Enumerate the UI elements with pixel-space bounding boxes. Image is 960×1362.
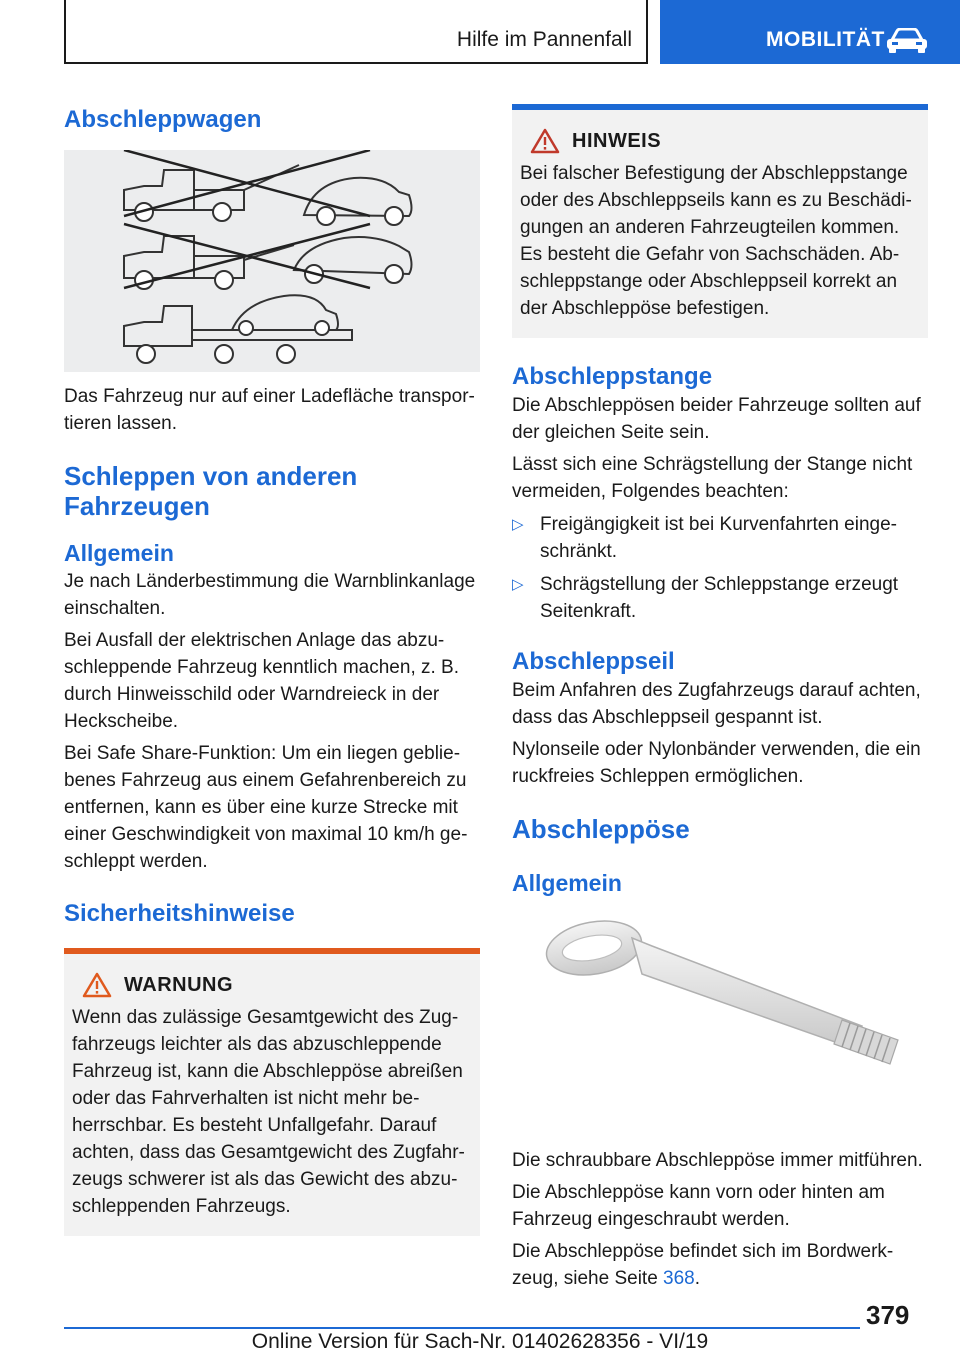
tow-truck-illustration: [64, 150, 480, 372]
tow-rope-paragraph-2: Nylonseile oder Nylonbänder verwenden, die ein ruckfreies Schleppen ermöglichen.: [512, 739, 921, 787]
page-number: 379: [866, 1300, 910, 1330]
tow-eye-drawing: [512, 908, 928, 1138]
general-paragraph-2: Bei Ausfall der elektrischen Anlage das abzu-schleppende Fahrzeug kenntlich machen, z. B. durch Hinweisschild oder Warndreieck in der Heckscheibe.: [64, 630, 460, 732]
general-paragraph-1: Je nach Länderbestimmung die Warnblinkanlage einschalten.: [64, 571, 476, 619]
footer-version-text: Online Version für Sach-Nr. 01402628356 - VI/19: [251, 1330, 709, 1353]
list-item-text: Freigängigkeit ist bei Kurvenfahrten einge-schränkt.: [540, 514, 897, 562]
left-column: [64, 100, 480, 1236]
notice-triangle-icon: [530, 128, 560, 154]
list-item: [512, 571, 928, 625]
notice-box: [512, 104, 928, 338]
tow-rope-heading: Abschleppseil: [512, 648, 675, 675]
tow-truck-caption: Das Fahrzeug nur auf einer Ladefläche transpor-tieren lassen.: [64, 386, 475, 434]
tow-eye-paragraph-3-text: Die Abschleppöse befindet sich im Bordwerk-zeug, siehe Seite: [512, 1241, 894, 1289]
tow-eye-paragraph-2: Die Abschleppöse kann vorn oder hinten am Fahrzeug eingeschraubt werden.: [512, 1182, 885, 1230]
bullet-triangle-icon: ▷: [512, 576, 524, 593]
notice-header: [520, 126, 920, 156]
general-heading: Allgemein: [64, 540, 174, 566]
notice-text: Bei falscher Befestigung der Abschleppstange oder des Abschleppseils kann es zu Beschädi-gungen an anderen Fahrzeugteilen kommen. Es besteht die Gefahr von Sachschäden. Ab-schleppstange oder Abschleppseil korrekt an der Abschleppöse befestigen.: [520, 163, 912, 319]
safety-heading: Sicherheitshinweise: [64, 900, 295, 927]
general-paragraph-3: Bei Safe Share-Funktion: Um ein liegen geblie-benes Fahrzeug aus einem Gefahrenbereich zu entfernen, kann es über eine kurze Strecke mit einer Geschwindigkeit von maximal 10 km/h ge-schleppt werden.: [64, 743, 468, 872]
right-column: [512, 100, 928, 1292]
warning-title: WARNUNG: [124, 973, 234, 996]
warning-text: Wenn das zulässige Gesamtgewicht des Zug-fahrzeugs leichter als das abzuschleppende Fahrzeug ist, kann die Abschleppöse abreißen oder das Fahrverhalten ist nicht mehr be-herrschbar. Es besteht Unfallgefahr. Darauf achten, dass das Gesamtgewicht des Zugfahr-zeugs schwerer ist als das Gewicht des abzu-schleppenden Fahrzeugs.: [72, 1007, 465, 1217]
header-section-title: Hilfe im Pannenfall: [456, 28, 632, 51]
warning-triangle-icon: [82, 972, 112, 998]
tow-eye-heading: Abschleppöse: [512, 814, 690, 844]
notice-title: HINWEIS: [572, 129, 662, 152]
bullet-triangle-icon: ▷: [512, 516, 524, 533]
header-chapter-title: MOBILITÄT: [766, 28, 885, 51]
warning-box: [64, 948, 480, 1236]
tow-eye-general-heading: Allgemein: [512, 870, 622, 896]
list-item: [512, 511, 928, 565]
tow-eye-illustration: [512, 908, 928, 1138]
tow-rope-paragraph-1: Beim Anfahren des Zugfahrzeugs darauf achten, dass das Abschleppseil gespannt ist.: [512, 680, 921, 728]
header-chapter-box: [660, 0, 960, 64]
tow-bar-heading: Abschleppstange: [512, 363, 713, 390]
tow-eye-paragraph-1: Die schraubbare Abschleppöse immer mitführen.: [512, 1150, 923, 1171]
list-item-text: Schrägstellung der Schleppstange erzeugt Seitenkraft.: [540, 574, 899, 622]
footer-divider: [64, 1327, 860, 1329]
warning-header: [72, 970, 472, 1000]
tow-bar-paragraph-1: Die Abschleppösen beider Fahrzeuge sollten auf der gleichen Seite sein.: [512, 395, 921, 443]
tow-truck-drawing: [64, 150, 480, 372]
header-section-box: [64, 0, 648, 64]
car-icon: [886, 28, 928, 54]
tow-eye-paragraph-3: [512, 1238, 928, 1292]
tow-bar-paragraph-2: Lässt sich eine Schrägstellung der Stange nicht vermeiden, Folgendes beachten:: [512, 454, 913, 502]
tow-eye-paragraph-3-end: .: [694, 1268, 701, 1289]
tow-truck-heading: Abschleppwagen: [64, 106, 262, 133]
towing-section-heading: Schleppen von anderen Fahrzeugen: [64, 461, 358, 521]
page-reference-link[interactable]: 368: [663, 1268, 695, 1289]
